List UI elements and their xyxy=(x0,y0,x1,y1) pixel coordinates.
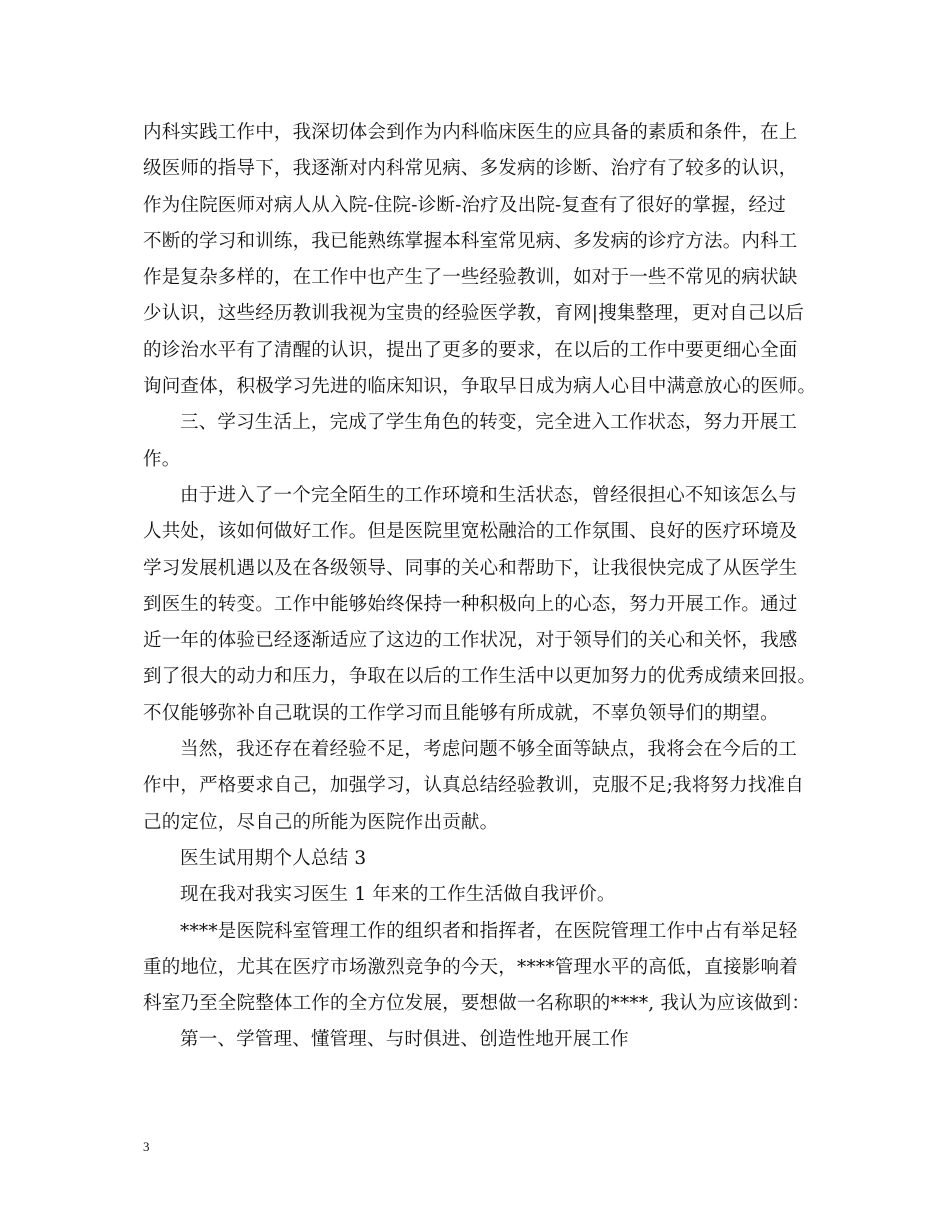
text-line: 学习发展机遇以及在各级领导、同事的关心和帮助下，让我很快完成了从医学生 xyxy=(143,557,798,579)
text-line: 到了很大的动力和压力，争取在以后的工作生活中以更加努力的优秀成绩来回报。 xyxy=(143,666,817,688)
text-line: 由于进入了一个完全陌生的工作环境和生活状态，曾经很担心不知该怎么与 xyxy=(180,484,798,506)
text-line: 作中，严格要求自己，加强学习，认真总结经验教训，克服不足;我将努力找准自 xyxy=(143,775,804,797)
text-line: 重的地位，尤其在医疗市场激烈竞争的今天，****管理水平的高低，直接影响着 xyxy=(143,956,798,978)
text-line: 第一、学管理、懂管理、与时俱进、创造性地开展工作 xyxy=(180,1029,629,1051)
text-line: 己的定位，尽自己的所能为医院作出贡献。 xyxy=(143,811,499,833)
text-line: 不断的学习和训练，我已能熟练掌握本科室常见病、多发病的诊疗方法。内科工 xyxy=(143,230,798,252)
text-line: 级医师的指导下，我逐渐对内科常见病、多发病的诊断、治疗有了较多的认识， xyxy=(143,158,798,180)
text-line: 作是复杂多样的，在工作中也产生了一些经验教训，如对于一些不常见的病状缺 xyxy=(143,267,798,289)
text-line: ****是医院科室管理工作的组织者和指挥者，在医院管理工作中占有举足轻 xyxy=(180,920,798,942)
text-line: 作为住院医师对病人从入院-住院-诊断-治疗及出院-复查有了很好的掌握，经过 xyxy=(143,194,786,216)
text-line: 人共处，该如何做好工作。但是医院里宽松融洽的工作氛围、良好的医疗环境及 xyxy=(143,521,798,543)
text-line: 三、学习生活上，完成了学生角色的转变，完全进入工作状态，努力开展工 xyxy=(180,412,798,434)
text-line: 近一年的体验已经逐渐适应了这边的工作状况，对于领导们的关心和关怀，我感 xyxy=(143,630,798,652)
text-line: 内科实践工作中，我深切体会到作为内科临床医生的应具备的素质和条件，在上 xyxy=(143,122,798,143)
text-line: 作。 xyxy=(143,448,181,470)
text-line: 到医生的转变。工作中能够始终保持一种积极向上的心态，努力开展工作。通过 xyxy=(143,593,798,615)
text-line: 当然，我还存在着经验不足，考虑问题不够全面等缺点，我将会在今后的工 xyxy=(180,739,798,761)
text-line: 的诊治水平有了清醒的认识，提出了更多的要求，在以后的工作中要更细心全面 xyxy=(143,339,798,361)
page-number: 3 xyxy=(143,1139,150,1154)
document-body xyxy=(143,115,817,1059)
text-line: 医生试用期个人总结 3 xyxy=(180,847,367,869)
text-line: 科室乃至全院整体工作的全方位发展，要想做一名称职的****, 我认为应该做到： xyxy=(143,993,811,1015)
text-line: 少认识，这些经历教训我视为宝贵的经验医学教，育网|搜集整理，更对自己以后 xyxy=(143,303,804,325)
text-line: 不仅能够弥补自己耽误的工作学习而且能够有所成就，不辜负领导们的期望。 xyxy=(143,702,779,724)
text-line: 询问查体，积极学习先进的临床知识，争取早日成为病人心目中满意放心的医师。 xyxy=(143,376,817,398)
text-line: 现在我对我实习医生 1 年来的工作生活做自我评价。 xyxy=(180,884,616,906)
